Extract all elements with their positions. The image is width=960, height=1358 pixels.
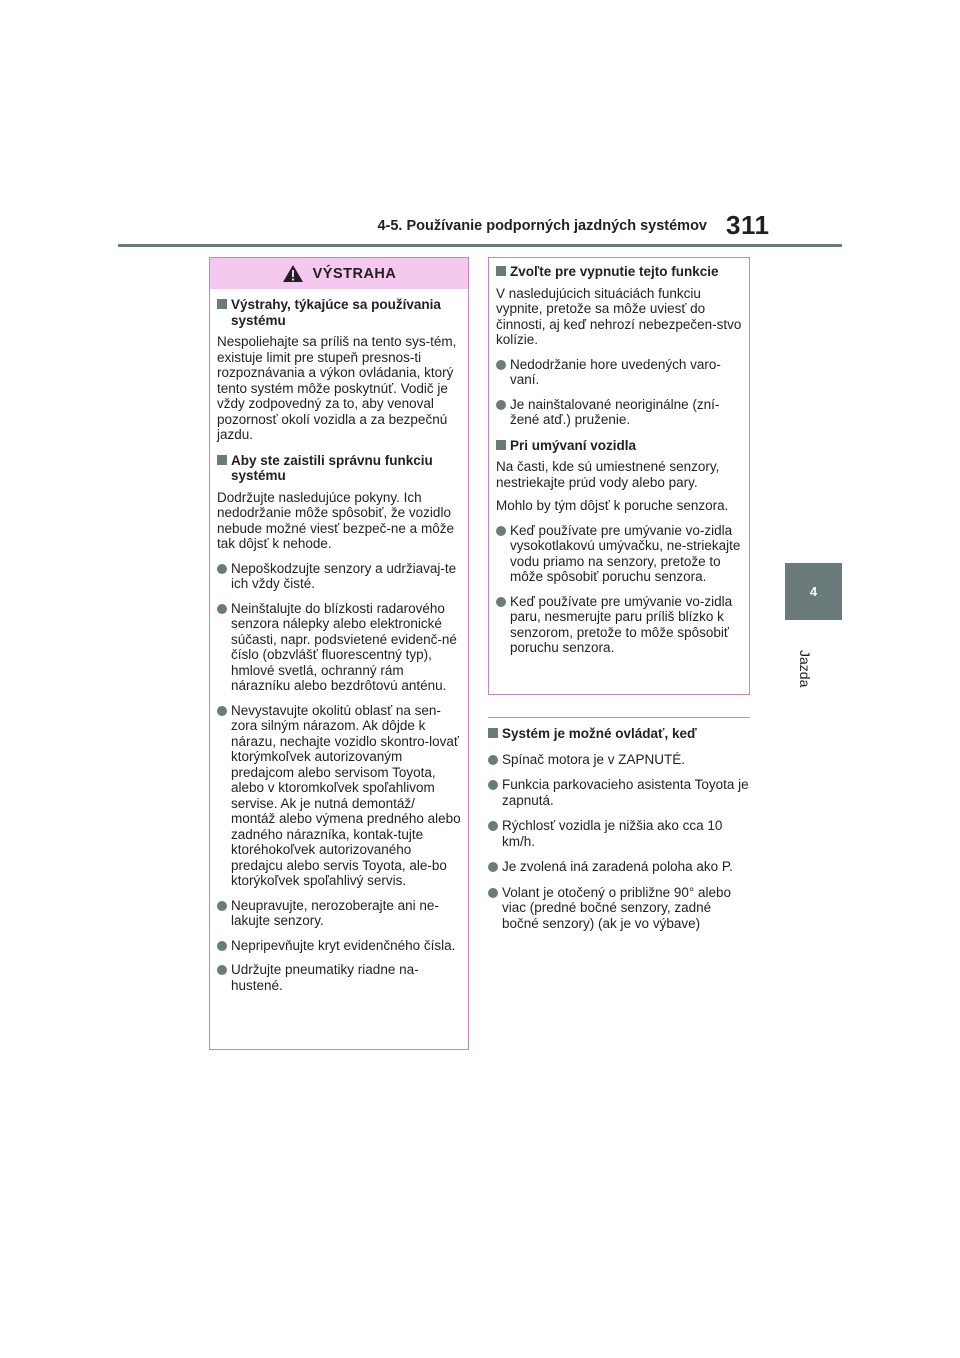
notice-section-heading: Pri umývaní vozidla bbox=[496, 438, 742, 454]
circle-bullet-icon bbox=[488, 821, 498, 831]
list-item: Spínač motora je v ZAPNUTÉ. bbox=[488, 752, 750, 768]
notice-paragraph: V nasledujúcich situáciách funkciu vypnite, pretože sa môže uviesť do činnosti, aj keď nehrozí nebezpečen-stvo kolízie. bbox=[496, 285, 742, 347]
square-bullet-icon bbox=[488, 728, 498, 738]
circle-bullet-icon bbox=[496, 597, 506, 607]
list-item: Udržujte pneumatiky riadne na-hustené. bbox=[217, 962, 461, 993]
warning-heading: VÝSTRAHA bbox=[312, 265, 397, 282]
circle-bullet-icon bbox=[488, 862, 498, 872]
list-item: Keď používate pre umývanie vo-zidla vysokotlakovú umývačku, ne-striekajte vodu priamo na senzory, pretože to môže spôsobiť poruchu senzora. bbox=[496, 523, 742, 585]
notice-paragraph: Na časti, kde sú umiestnené senzory, nestriekajte prúd vody alebo pary. bbox=[496, 459, 720, 490]
list-item: Nepripevňujte kryt evidenčného čísla. bbox=[217, 938, 461, 954]
chapter-tab bbox=[785, 563, 842, 620]
circle-bullet-icon bbox=[496, 360, 506, 370]
list-item: Nepoškodzujte senzory a udržiavaj-te ich vždy čisté. bbox=[217, 561, 461, 592]
warning-section-heading: Výstrahy, týkajúce sa používania systému bbox=[217, 297, 461, 328]
circle-bullet-icon bbox=[217, 706, 227, 716]
notice-box bbox=[488, 257, 750, 695]
circle-bullet-icon bbox=[488, 888, 498, 898]
circle-bullet-icon bbox=[488, 755, 498, 765]
warning-section-heading: Aby ste zaistili správnu funkciu systému bbox=[217, 453, 461, 484]
list-item: Volant je otočený o približne 90° alebo viac (predné bočné senzory, zadné bočné senzory) (ak je vo výbave) bbox=[488, 885, 750, 932]
chapter-number: 4 bbox=[809, 584, 818, 599]
circle-bullet-icon bbox=[217, 604, 227, 614]
circle-bullet-icon bbox=[217, 965, 227, 975]
operation-heading: Systém je možné ovládať, keď bbox=[488, 726, 750, 742]
list-item: Nedodržanie hore uvedených varo-vaní. bbox=[496, 357, 742, 388]
warning-paragraph: Nespoliehajte sa príliš na tento sys-tém, existuje limit pre stupeň presnos-ti rozpoznávania a výkon ovládania, ktorý tento systém môže poskytnúť. Vodič je vždy zodpovedný za to, aby venoval pozornosť okolí vozidla a za bezpečnú jazdu. bbox=[217, 334, 457, 442]
circle-bullet-icon bbox=[496, 400, 506, 410]
warning-box bbox=[209, 257, 469, 1050]
circle-bullet-icon bbox=[217, 564, 227, 574]
list-item: Nevystavujte okolitú oblasť na sen-zora silným nárazom. Ak dôjde k nárazu, nechajte vozidlo skontro-lovať ktorýmkoľvek autorizovaným predajcom alebo servisom Toyota, alebo v ktoromkoľvek spoľahlivom servise. Ak je nutná demontáž/ montáž alebo výmena predného alebo zadného nárazníka, kontak-tujte ktoréhokoľvek autorizovaného predajcu alebo servis Toyota, ale-bo ktorýkoľvek spoľahlivý servis. bbox=[217, 703, 461, 889]
warning-header bbox=[210, 258, 468, 289]
warning-paragraph: Dodržujte nasledujúce pokyny. Ich nedodržanie môže spôsobiť, že vozidlo nebude možné viesť bezpeč-ne a môže tak dôjsť k nehode. bbox=[217, 489, 454, 551]
list-item: Je nainštalované neoriginálne (zní-žené atď.) pruženie. bbox=[496, 397, 742, 428]
square-bullet-icon bbox=[217, 455, 227, 465]
section-title: 4-5. Používanie podporných jazdných systémov bbox=[377, 218, 707, 234]
circle-bullet-icon bbox=[488, 780, 498, 790]
square-bullet-icon bbox=[496, 440, 506, 450]
circle-bullet-icon bbox=[217, 901, 227, 911]
square-bullet-icon bbox=[496, 266, 506, 276]
square-bullet-icon bbox=[217, 299, 227, 309]
header-divider bbox=[118, 244, 842, 247]
notice-paragraph: Mohlo by tým dôjsť k poruche senzora. bbox=[496, 498, 729, 513]
section-divider bbox=[488, 717, 750, 718]
notice-section-heading: Zvoľte pre vypnutie tejto funkcie bbox=[496, 264, 742, 280]
list-item: Keď používate pre umývanie vo-zidla paru, nesmerujte paru príliš blízko k senzorom, pretože to môže spôsobiť poruchu senzora. bbox=[496, 594, 742, 656]
page-number: 311 bbox=[726, 210, 770, 240]
list-item: Rýchlosť vozidla je nižšia ako cca 10 km/h. bbox=[488, 818, 750, 849]
list-item: Neinštalujte do blízkosti radarového senzora nálepky alebo elektronické súčasti, napr. podsvietené evidenč-né číslo (obzvlášť fluorescentný typ), hmlové svetlá, ochranný rám nárazníku alebo bezdrôtovú anténu. bbox=[217, 601, 461, 694]
list-item: Neupravujte, nerozoberajte ani ne-lakujte senzory. bbox=[217, 898, 461, 929]
circle-bullet-icon bbox=[217, 941, 227, 951]
chapter-label: Jazda bbox=[797, 650, 813, 688]
list-item: Funkcia parkovacieho asistenta Toyota je zapnutá. bbox=[488, 777, 750, 808]
operation-section bbox=[488, 722, 750, 931]
circle-bullet-icon bbox=[496, 526, 506, 536]
list-item: Je zvolená iná zaradená poloha ako P. bbox=[488, 859, 750, 875]
warning-triangle-icon bbox=[282, 264, 304, 283]
